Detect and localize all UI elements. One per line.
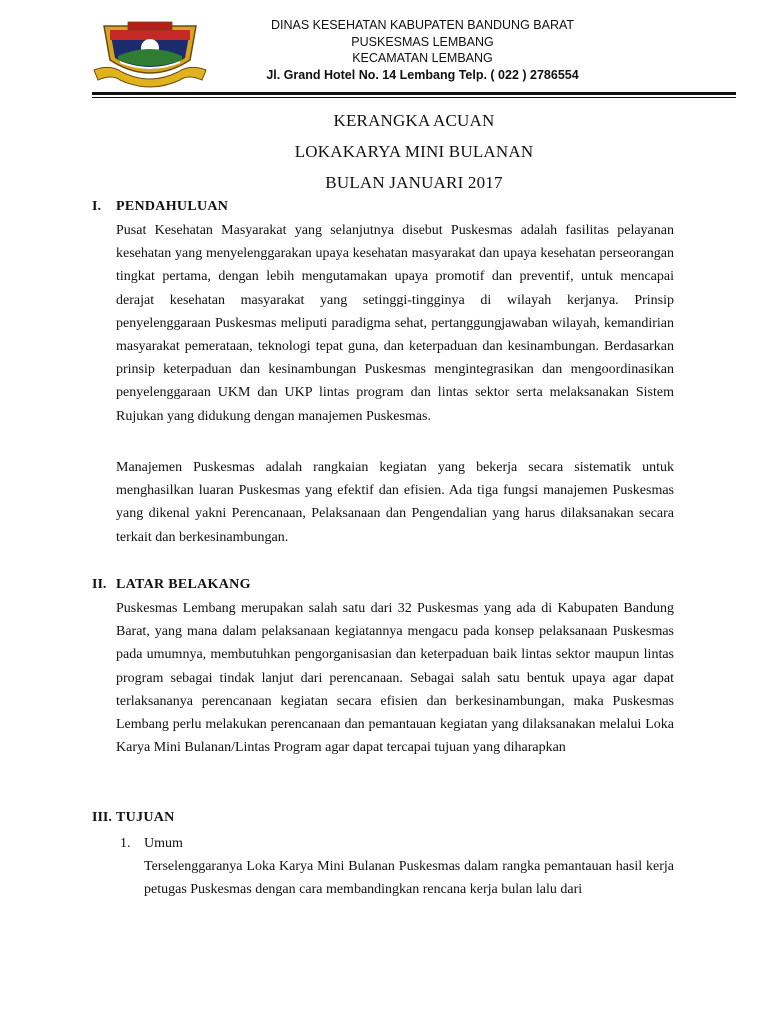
section-number: I. [92,199,101,214]
section-paragraph: Manajemen Puskesmas adalah rangkaian kegiatan yang bekerja secara sistematik untuk menghasilkan luaran Puskesmas yang efektif dan efisien. Ada tiga fungsi manajemen Puskesmas yang dikenal yakni Perencanaan, Pelaksanaan dan Pengendalian yang harus dilaksanakan secara terkait dan berkesinambungan. [116,460,674,545]
subsection-title-umum: Umum [144,836,183,851]
letterhead-divider-thin [92,97,736,98]
document-period: BULAN JANUARI 2017 [325,173,503,192]
section-title-tujuan: TUJUAN [116,810,175,825]
section-paragraph: Pusat Kesehatan Masyarakat yang selanjutnya disebut Puskesmas adalah fasilitas pelayanan kesehatan yang menyelenggarakan upaya kesehatan masyarakat dan upaya kesehatan perseorangan tingkat pertama, dengan lebih mengutamakan upaya promotif dan preventif, untuk mencapai derajat kesehatan masyarakat yang setinggi-tingginya di wilayah kerjanya. Prinsip penyelenggaraan Puskesmas meliputi paradigma sehat, pertanggungjawaban wilayah, kemandirian masyarakat pemerataan, teknologi tepat guna, dan keterpaduan dan kesinambungan. Berdasarkan prinsip keterpaduan dan kesinambungan Puskesmas mengintegrasikan dan mengoordinasikan penyelenggaraan UKM dan UKP lintas program dan lintas sektor serta melaksanakan Sistem Rujukan yang didukung dengan manajemen Puskesmas. [116,223,674,424]
section-number: II. [92,577,107,592]
address-line: Jl. Grand Hotel No. 14 Lembang Telp. ( 022 ) 2786554 [266,67,579,82]
section-title-pendahuluan: PENDAHULUAN [116,199,229,214]
letterhead-divider [92,92,736,95]
subsection-number: 1. [120,836,131,851]
agency-name: DINAS KESEHATAN KABUPATEN BANDUNG BARAT [270,18,575,32]
district-name: KECAMATAN LEMBANG [352,51,493,65]
section-title-latar-belakang: LATAR BELAKANG [116,577,251,592]
regency-emblem-logo [90,12,210,90]
document-subtitle: LOKAKARYA MINI BULANAN [294,142,534,161]
document-title: KERANGKA ACUAN [333,111,495,130]
section-paragraph: Puskesmas Lembang merupakan salah satu dari 32 Puskesmas yang ada di Kabupaten Bandung Barat, yang mana dalam pelaksanaan kegiatannya mengacu pada konsep pelaksanaan Puskesmas pada umumnya, membutuhkan pengorganisasian dan keterpaduan baik lintas sektor maupun lintas program sebagai tindak lanjut dari perencanaan. Sebagai salah satu bentuk upaya agar dapat terlaksananya perencanaan kegiatan secara efisien dan berkesinambungan, maka Puskesmas Lembang perlu melakukan perencanaan dan pemantauan kegiatan yang dilaksanakan melalui Loka Karya Mini Bulanan/Lintas Program agar dapat tercapai tujuan yang diharapkan [116,601,674,756]
section-number: III. [92,810,112,825]
letterhead-text [215,17,630,83]
letterhead [0,0,768,100]
unit-name: PUSKESMAS LEMBANG [351,34,494,49]
subsection-paragraph: Terselenggaranya Loka Karya Mini Bulanan Puskesmas dalam rangka pemantauan hasil kerja petugas Puskesmas dengan cara membandingkan rencana kerja bulan lalu dari [144,859,674,898]
